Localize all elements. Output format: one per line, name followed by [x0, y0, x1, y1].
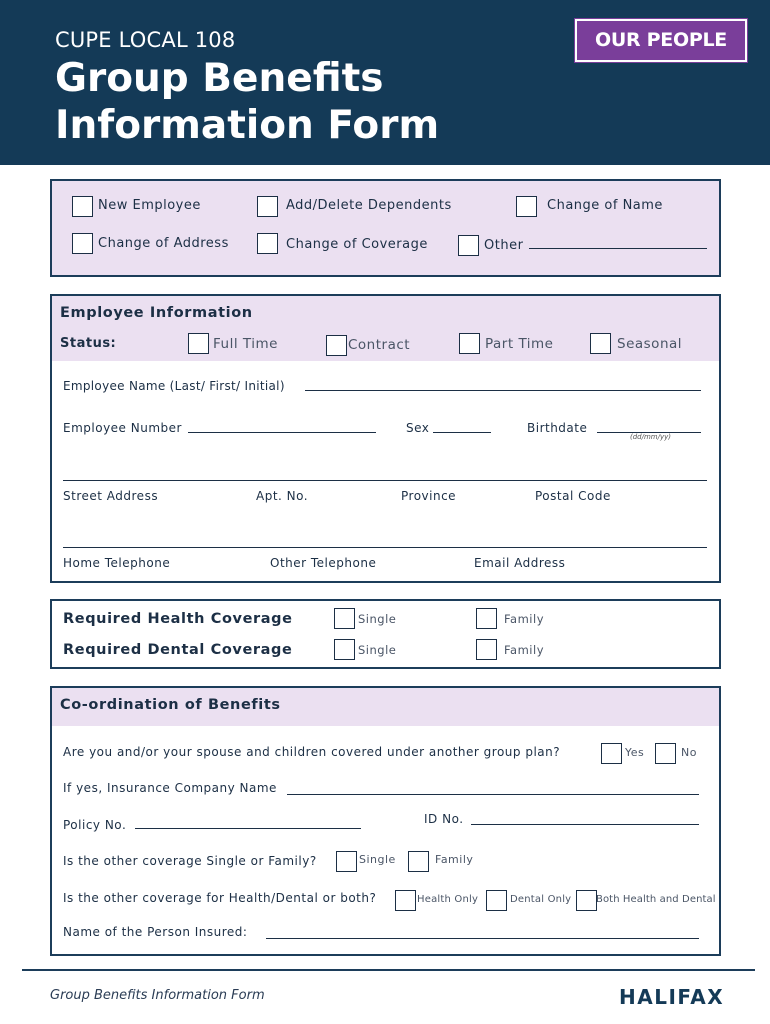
- employee-number-label: Employee Number: [63, 421, 182, 435]
- other-family-label: Family: [435, 853, 474, 866]
- footer-rule: [22, 969, 755, 971]
- status-full-time-label: Full Time: [213, 336, 278, 352]
- halifax-logo: HALIFAX: [619, 985, 725, 1009]
- health-dental-question: Is the other coverage for Health/Dental or both?: [63, 891, 377, 905]
- single-family-question: Is the other coverage Single or Family?: [63, 854, 317, 868]
- other-family-checkbox[interactable]: [408, 851, 429, 872]
- status-contract-checkbox[interactable]: [326, 335, 347, 356]
- health-only-checkbox[interactable]: [395, 890, 416, 911]
- other-single-label: Single: [359, 853, 396, 866]
- required-dental-coverage-label: Required Dental Coverage: [63, 642, 293, 658]
- id-no-label: ID No.: [424, 812, 464, 826]
- other-plan-no-label: No: [681, 746, 697, 759]
- birthdate-label: Birthdate: [527, 421, 588, 435]
- employee-name-label: Employee Name (Last/ First/ Initial): [63, 379, 285, 393]
- other-plan-no-checkbox[interactable]: [655, 743, 676, 764]
- change-of-coverage-checkbox[interactable]: [257, 233, 278, 254]
- coordination-of-benefits-section: [50, 686, 721, 956]
- change-of-coverage-label: Change of Coverage: [286, 237, 428, 252]
- person-insured-label: Name of the Person Insured:: [63, 925, 248, 939]
- person-insured-input-line[interactable]: [266, 938, 699, 939]
- both-health-dental-checkbox[interactable]: [576, 890, 597, 911]
- new-employee-checkbox[interactable]: [72, 196, 93, 217]
- dental-only-checkbox[interactable]: [486, 890, 507, 911]
- sex-label: Sex: [406, 421, 430, 435]
- telephone-input-line[interactable]: [63, 547, 707, 548]
- other-single-checkbox[interactable]: [336, 851, 357, 872]
- status-part-time-label: Part Time: [485, 336, 554, 352]
- health-family-label: Family: [504, 612, 545, 626]
- change-of-name-label: Change of Name: [547, 198, 663, 213]
- id-no-input-line[interactable]: [471, 824, 699, 825]
- sex-input-line[interactable]: [433, 432, 491, 433]
- health-single-label: Single: [358, 612, 397, 626]
- dental-family-checkbox[interactable]: [476, 639, 497, 660]
- dental-single-label: Single: [358, 643, 397, 657]
- header-banner: [0, 0, 770, 165]
- status-contract-label: Contract: [348, 337, 411, 353]
- change-type-section: [50, 179, 721, 277]
- province-label: Province: [401, 489, 457, 503]
- apt-no-label: Apt. No.: [256, 489, 309, 503]
- other-plan-yes-checkbox[interactable]: [601, 743, 622, 764]
- change-of-address-label: Change of Address: [98, 236, 229, 251]
- add-delete-dependents-checkbox[interactable]: [257, 196, 278, 217]
- required-coverage-section: [50, 599, 721, 669]
- form-title-line1: Group Benefits: [55, 56, 384, 101]
- status-full-time-checkbox[interactable]: [188, 333, 209, 354]
- employee-information-title: Employee Information: [60, 305, 253, 321]
- union-name: CUPE LOCAL 108: [55, 28, 236, 52]
- health-only-label: Health Only: [417, 894, 479, 905]
- footer-form-name: Group Benefits Information Form: [50, 988, 265, 1003]
- change-of-name-checkbox[interactable]: [516, 196, 537, 217]
- add-delete-dependents-label: Add/Delete Dependents: [286, 198, 452, 213]
- both-health-dental-label: Both Health and Dental: [596, 894, 716, 905]
- status-label: Status:: [60, 336, 117, 351]
- policy-no-label: Policy No.: [63, 818, 127, 832]
- home-telephone-label: Home Telephone: [63, 556, 171, 570]
- email-address-label: Email Address: [474, 556, 566, 570]
- other-plan-yes-label: Yes: [625, 746, 645, 759]
- status-part-time-checkbox[interactable]: [459, 333, 480, 354]
- dental-single-checkbox[interactable]: [334, 639, 355, 660]
- health-single-checkbox[interactable]: [334, 608, 355, 629]
- other-plan-question: Are you and/or your spouse and children covered under another group plan?: [63, 745, 561, 759]
- birthdate-format-hint: (dd/mm/yy): [630, 433, 671, 441]
- required-health-coverage-label: Required Health Coverage: [63, 611, 293, 627]
- other-checkbox[interactable]: [458, 235, 479, 256]
- dental-family-label: Family: [504, 643, 545, 657]
- street-address-label: Street Address: [63, 489, 159, 503]
- other-input-line[interactable]: [529, 248, 707, 249]
- our-people-badge: [575, 19, 747, 62]
- postal-code-label: Postal Code: [535, 489, 611, 503]
- health-family-checkbox[interactable]: [476, 608, 497, 629]
- employee-number-input-line[interactable]: [188, 432, 376, 433]
- new-employee-label: New Employee: [98, 198, 201, 213]
- insurance-company-input-line[interactable]: [287, 794, 699, 795]
- status-seasonal-checkbox[interactable]: [590, 333, 611, 354]
- coordination-title: Co-ordination of Benefits: [60, 697, 281, 713]
- status-seasonal-label: Seasonal: [617, 336, 683, 352]
- other-label: Other: [484, 238, 524, 253]
- form-title-line2: Information Form: [55, 103, 440, 148]
- dental-only-label: Dental Only: [510, 894, 572, 905]
- employee-name-input-line[interactable]: [305, 390, 701, 391]
- address-input-line[interactable]: [63, 480, 707, 481]
- policy-no-input-line[interactable]: [135, 828, 361, 829]
- other-telephone-label: Other Telephone: [270, 556, 377, 570]
- form-title: [55, 55, 439, 149]
- badge-label: OUR PEOPLE: [595, 29, 727, 51]
- insurance-company-label: If yes, Insurance Company Name: [63, 781, 277, 795]
- change-of-address-checkbox[interactable]: [72, 233, 93, 254]
